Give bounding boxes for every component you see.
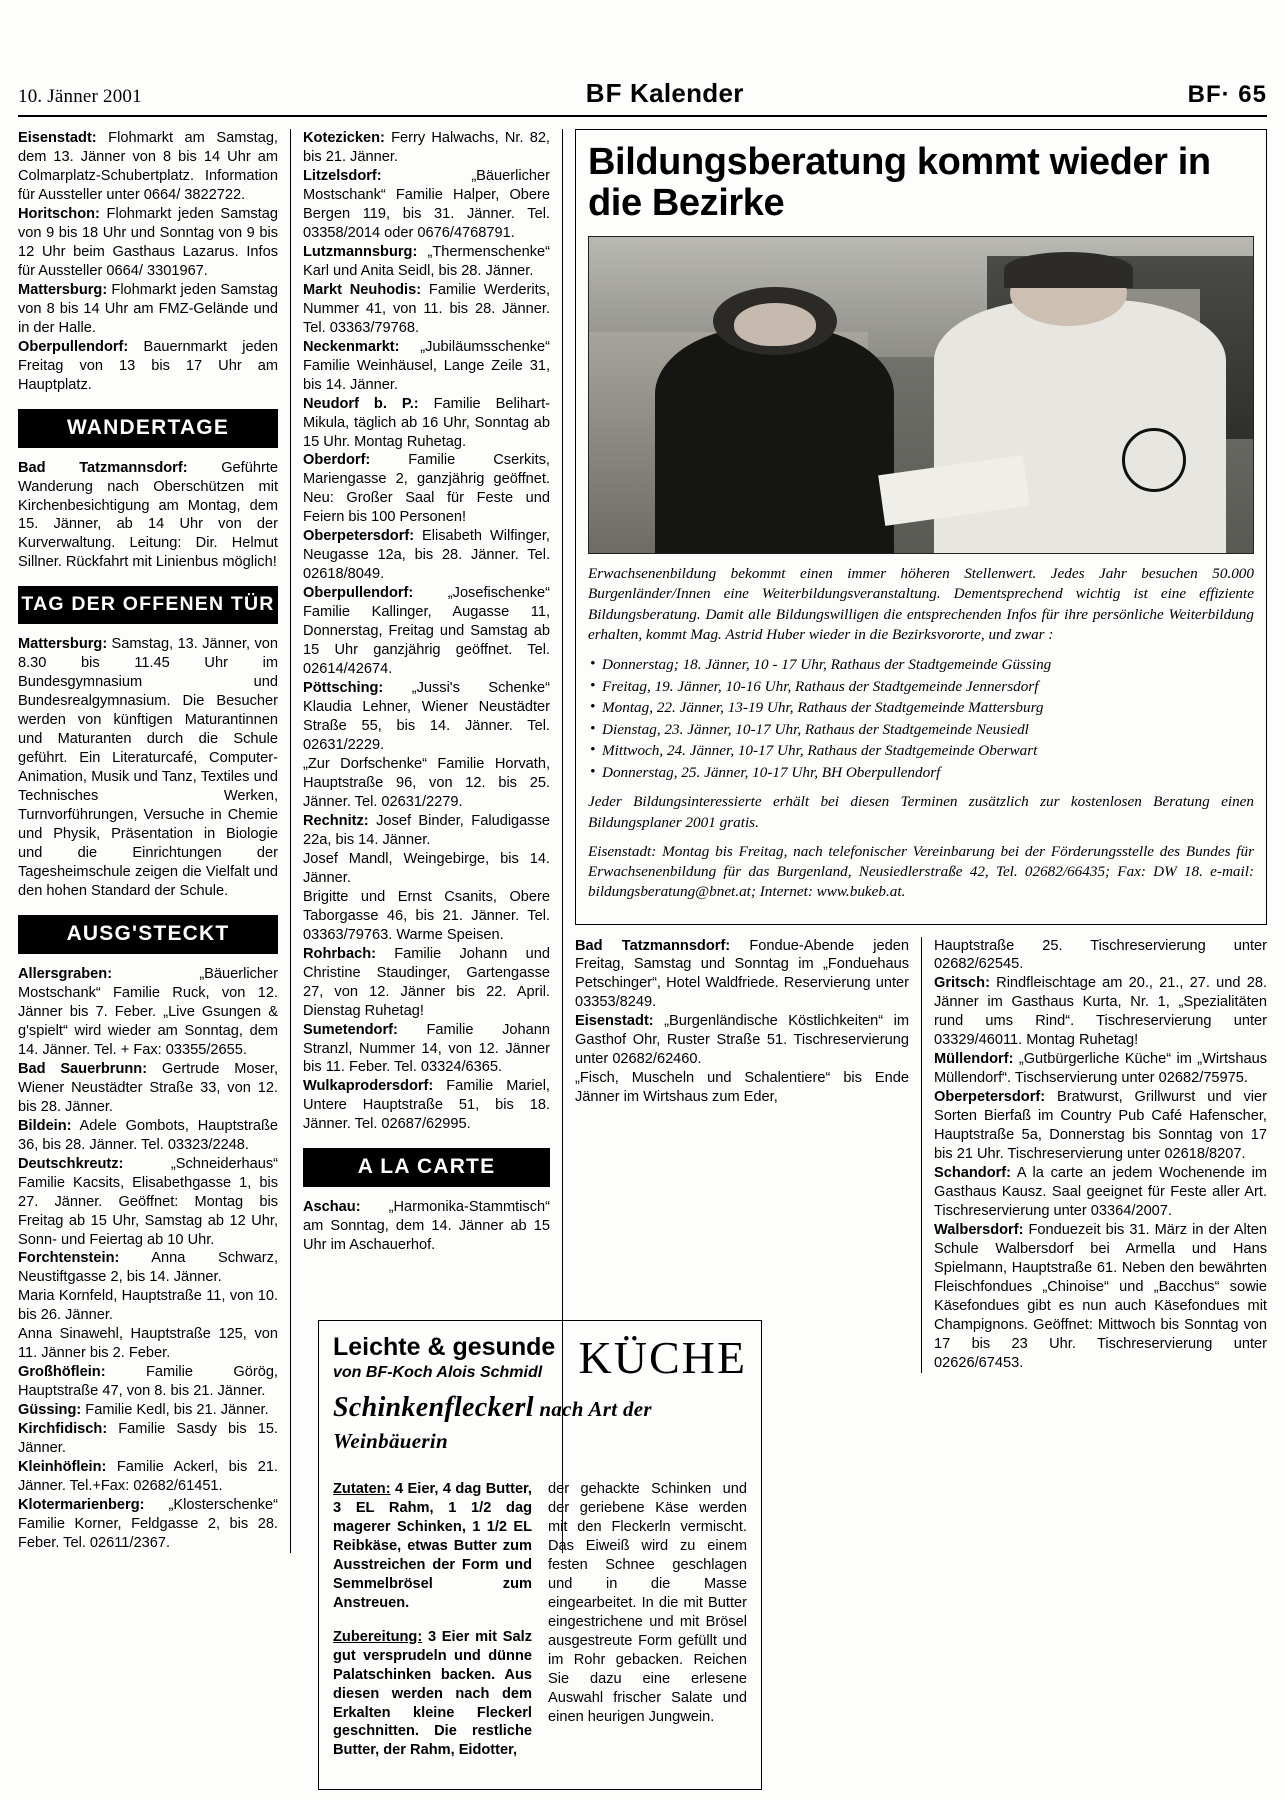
recipe-header (333, 1333, 747, 1382)
entry-text: Brigitte und Ernst Csanits, Obere Taborgasse 46, bis 21. Jänner. Tel. 03363/79763. Warme Speisen. (303, 888, 550, 943)
entry-name: Forchtenstein: (18, 1250, 120, 1267)
list-item (18, 1249, 278, 1287)
entry-name: Sumetendorf: (303, 1021, 398, 1038)
list-item (303, 281, 550, 338)
right-bottom-column-one (575, 937, 921, 1373)
recipe-column-two (548, 1466, 747, 1775)
entry-name: Oberpullendorf: (303, 585, 414, 602)
feature-article (575, 129, 1267, 925)
wandertage-list (18, 459, 278, 573)
recipe-kicker-block (333, 1333, 555, 1382)
list-item (303, 888, 550, 945)
page-number: BF· 65 (1187, 81, 1267, 108)
recipe-byline: von BF-Koch Alois Schmidl (333, 1363, 543, 1381)
list-item (18, 1060, 278, 1117)
entry-text: „Bäuerlicher Mostschank“ Familie Halper, Obere Bergen 119, bis 31. Jänner. Tel. 03358/2014 oder 0676/4768791. (303, 167, 550, 241)
entry-text: Elisabeth Wilfinger, Neugasse 12a, bis 28. Jänner. Tel. 02618/8049. (303, 528, 550, 583)
list-item: • Donnerstag, 25. Jänner, 10-17 Uhr, BH Oberpullendorf (588, 762, 1254, 784)
entry-name: Bad Sauerbrunn: (18, 1060, 148, 1077)
right-bottom-column-two (921, 937, 1267, 1373)
right-bottom-columns (575, 937, 1267, 1373)
entry-name: Aschau: (303, 1199, 361, 1216)
entry-name: Pöttsching: (303, 680, 384, 697)
entry-text: Familie Johann Stranzl, Nummer 14, von 12. Jänner bis 11. Feber. Tel. 03324/6365. (303, 1021, 550, 1076)
feature-dates-list (588, 654, 1254, 783)
photo-person-left (655, 326, 894, 554)
recipe-title: Schinkenfleckerl (333, 1391, 534, 1423)
list-item (303, 812, 550, 850)
entry-text: Familie Johann und Christine Staudinger, Gartengasse 27, von 12. Jänner bis 22. April. Dienstag Ruhetag! (303, 945, 550, 1019)
list-item (18, 1420, 278, 1458)
ausgsteckt-list (18, 965, 278, 1553)
tag-der-offenen-tuer-list (18, 635, 278, 901)
list-item (575, 1069, 909, 1107)
entry-text: Familie Görög, Hauptstraße 47, von 8. bis 21. Jänner. (18, 1364, 278, 1400)
entry-name: Kleinhöflein: (18, 1459, 107, 1476)
entry-text: Maria Kornfeld, Hauptstraße 11, von 10. bis 26. Jänner. (18, 1288, 278, 1324)
list-item (18, 635, 278, 901)
list-item (18, 1363, 278, 1401)
list-item (18, 1401, 278, 1420)
list-item (18, 459, 278, 573)
recipe-kicker: Leichte & gesunde (333, 1332, 556, 1361)
entry-name: Wulkaprodersdorf: (303, 1078, 434, 1095)
list-item (303, 584, 550, 679)
section-title (586, 78, 744, 109)
brand-label: BF (585, 78, 623, 108)
feature-caption (588, 564, 1254, 902)
recipe-ingredients (333, 1480, 532, 1613)
recipe-ingredients-text: 4 Eier, 4 dag Butter, 3 EL Rahm, 1 1/2 dag magerer Schinken, 1 1/2 EL Reibkäse, etwas Butter zum Ausstreichen der Form und Semmelbrösel zum Anstreuen. (333, 1481, 532, 1612)
entry-name: Litzelsdorf: (303, 167, 382, 184)
entry-text: Familie Sasdy bis 15. Jänner. (18, 1421, 278, 1457)
entry-name: Klotermarienberg: (18, 1497, 145, 1514)
a-la-carte-list (303, 1198, 550, 1255)
entry-text: Josef Binder, Faludigasse 22a, bis 14. Jänner. (303, 812, 550, 848)
list-item (934, 974, 1267, 1050)
list-item (575, 1012, 909, 1069)
entry-name: Walbersdorf: (934, 1222, 1024, 1239)
list-item (18, 1325, 278, 1363)
entry-text: „Bäuerlicher Mostschank“ Familie Ruck, von 12. Jänner bis 7. Feber. „Live Gsungen & g'spielt“ wird wieder am Sonntag, dem 14. Jänner. Tel. + Fax: 03355/2655. (18, 965, 278, 1058)
recipe-subtitle: nach Art der Weinbäuerin (333, 1396, 652, 1453)
list-item (303, 167, 550, 243)
entry-name: Schandorf: (934, 1165, 1012, 1182)
list-item (18, 1496, 278, 1553)
entry-text: Familie Werderits, Nummer 41, von 11. bis 28. Jänner. Tel. 03363/79768. (303, 281, 550, 336)
entry-text: Familie Kedl, bis 21. Jänner. (81, 1402, 269, 1419)
feature-photo (588, 236, 1254, 554)
list-item (934, 937, 1267, 975)
list-item (934, 1050, 1267, 1088)
entry-name: Eisenstadt: (575, 1013, 654, 1030)
list-item (303, 1021, 550, 1078)
list-item (303, 451, 550, 527)
entry-name: Oberpullendorf: (18, 338, 129, 355)
list-item (18, 281, 278, 338)
recipe-preparation-label: Zubereitung: (333, 1628, 423, 1645)
entry-text: „Jubiläumsschenke“ Familie Weinhäusel, Lange Zeile 31, bis 14. Jänner. (303, 338, 550, 393)
list-item (303, 129, 550, 167)
list-item (18, 205, 278, 281)
entry-text: Hauptstraße 25. Tischreservierung unter 02682/62545. (934, 937, 1267, 973)
photo-person-left-face (734, 303, 815, 346)
entry-text: Fonduezeit bis 31. März in der Alten Schule Walbersdorf bei Armella und Hans Spielmann, Hauptstraße 61. Neben den bewährten Fleischfondues „Chinoise“ und „Bacchus“ sowie Käsefondues gibt es nun auch Käsefondues mit Champignons. Geöffnet: Mittwoch bis Sonntag von 17 bis 23 Uhr. Tischreservierung unter 02626/67453. (934, 1222, 1267, 1371)
entry-text: Adele Gombots, Hauptstraße 36, bis 28. Jänner. Tel. 03323/2248. (18, 1117, 278, 1153)
entry-name: Mattersburg: (18, 281, 108, 298)
masthead (0, 0, 1285, 115)
list-item (303, 395, 550, 452)
entry-text: Familie Mariel, Untere Hauptstraße 51, bis 18. Jänner. Tel. 02687/62995. (303, 1078, 550, 1133)
entry-text: „Jussi's Schenke“ Klaudia Lehner, Wiener Neustädter Straße 55, bis 14. Jänner. Tel. 02631/2229. (303, 680, 550, 753)
entry-name: Rohrbach: (303, 945, 376, 962)
recipe-box (318, 1320, 762, 1790)
section-banner-tag-der-offenen-tuer: TAG DER OFFENEN TÜR (18, 586, 278, 624)
list-item (303, 243, 550, 281)
list-item (303, 850, 550, 888)
entry-name: Güssing: (18, 1402, 82, 1419)
entry-name: Neckenmarkt: (303, 338, 400, 355)
caption-footer-two: Eisenstadt: Montag bis Freitag, nach telefonischer Vereinbarung bei der Förderungsstelle des Bundes für Erwachsenenbildung für das Burgenland, Neusiedlerstraße 42, Tel. 02682/66435; Fax: DW 18. e-mail: bildungsberatung@bnet.at; Internet: www.bukeb.at. (588, 842, 1254, 901)
list-item (18, 965, 278, 1060)
entry-text: „Fisch, Muscheln und Schalentiere“ bis Ende Jänner im Wirtshaus zum Eder, (575, 1070, 909, 1106)
entry-name: Lutzmannsburg: (303, 243, 418, 260)
markets-list (18, 129, 278, 395)
caption-footer-one: Jeder Bildungsinteressierte erhält bei diesen Terminen zusätzlich zur kostenlosen Beratung einen Bildungsplaner 2001 gratis. (588, 793, 1254, 831)
entry-text: Flohmarkt jeden Samstag von 8 bis 14 Uhr am FMZ-Gelände und in der Halle. (18, 281, 278, 336)
list-item (934, 1164, 1267, 1221)
entry-name: Müllendorf: (934, 1051, 1014, 1068)
photo-shirt-logo (1122, 428, 1186, 492)
entry-name: Bad Tatzmannsdorf: (18, 459, 188, 476)
entry-text: Josef Mandl, Weingebirge, bis 14. Jänner. (303, 850, 550, 886)
entry-name: Neudorf b. P.: (303, 395, 419, 412)
recipe-ingredients-label: Zutaten: (333, 1481, 391, 1498)
entry-name: Deutschkreutz: (18, 1155, 124, 1172)
list-item: • Mittwoch, 24. Jänner, 10-17 Uhr, Rathaus der Stadtgemeinde Oberwart (588, 740, 1254, 762)
entry-text: „Thermenschenke“ Karl und Anita Seidl, bis 28. Jänner. (303, 243, 550, 279)
entry-name: Oberdorf: (303, 452, 371, 469)
entry-text: „Schneiderhaus“ Familie Kacsits, Elisabethgasse 1, bis 27. Jänner. Geöffnet: Montag bis Freitag ab 15 Uhr, Samstag ab 12 Uhr, Sonn- und Feiertag ab 10 Uhr. (18, 1155, 278, 1248)
recipe-preparation (333, 1628, 532, 1761)
entry-name: Bildein: (18, 1117, 72, 1134)
recipe-kueche-title: KÜCHE (578, 1331, 747, 1383)
entry-name: Eisenstadt: (18, 130, 97, 146)
list-item: • Dienstag, 23. Jänner, 10-17 Uhr, Rathaus der Stadtgemeinde Neusiedl (588, 719, 1254, 741)
recipe-preparation-continued: der gehackte Schinken und der geriebene Käse werden mit den Fleckerln vermischt. Das Eiweiß wird zu einem festen Schnee geschlagen und in die Masse eingearbeitet. In die mit Butter eingestrichene und mit Brösel ausgestreute Form gefüllt und im Rohr gebacken. Reichen Sie dazu eine erlesene Auswahl frischer Salate und einen heurigen Jungwein. (548, 1481, 747, 1725)
entry-text: Gertrude Moser, Wiener Neustädter Straße 33, von 12. bis 28. Jänner. (18, 1060, 278, 1115)
feature-headline: Bildungsberatung kommt wieder in die Bezirke (588, 141, 1211, 225)
entry-text: A la carte an jedem Wochenende im Gasthaus Kausz. Saal geeignet für Feste aller Art. Tischreservierung unter 03364/2007. (934, 1165, 1267, 1220)
entry-name: Gritsch: (934, 975, 990, 992)
list-item (934, 1088, 1267, 1164)
list-item (934, 1221, 1267, 1373)
entry-text: Familie Ackerl, bis 21. Jänner. Tel.+Fax: 02682/61451. (18, 1459, 278, 1495)
entry-text: „Harmonika-Stammtisch“ am Sonntag, dem 14. Jänner ab 15 Uhr im Aschauerhof. (303, 1199, 550, 1254)
entry-text: „Burgenländische Köstlichkeiten“ im Gasthof Ohr, Ruster Straße 51. Tischreservierung unter 02682/62460. (575, 1013, 909, 1068)
entry-name: Oberpetersdorf: (934, 1089, 1046, 1106)
recipe-preparation-text: 3 Eier mit Salz gut versprudeln und dünne Palatschinken backen. Aus diesen werden nach dem Erkalten kleine Fleckerl geschnitten. Die restliche Butter, der Rahm, Eidotter, (333, 1628, 532, 1759)
entry-text: Anna Sinawehl, Hauptstraße 125, von 11. Jänner bis 2. Feber. (18, 1326, 278, 1362)
entry-text: Geführte Wanderung nach Oberschützen mit Kirchenbesichtigung am Montag, dem 15. Jänner, ab 14 Uhr von der Kurverwaltung. Leitung: Dir. Helmut Sillner. Rückfahrt mit Linienbus möglich! (18, 459, 278, 571)
entry-text: Rindfleischtage am 20., 21., 27. und 28. Jänner im Gasthaus Kurta, Nr. 1, „Spezialitäten rund ums Rind“. Tischreservierung unter 03329/46011. Montag Ruhetag! (934, 975, 1267, 1049)
recipe-body (333, 1466, 747, 1775)
list-item (18, 1458, 278, 1496)
entry-text: Ferry Halwachs, Nr. 82, bis 21. Jänner. (303, 130, 550, 165)
entry-text: Familie Belihart-Mikula, täglich ab 16 Uhr, Sonntag ab 15 Uhr. Montag Ruhetag. (303, 395, 550, 450)
photo-person-right-hair (1004, 252, 1133, 287)
entry-text: Flohmarkt jeden Samstag von 9 bis 18 Uhr und Sonntag von 9 bis 12 Uhr beim Gasthaus Lazarus. Infos für Aussteller 0664/ 3301967. (18, 205, 278, 279)
entry-text: „Josefischenke“ Familie Kallinger, Augasse 11, Donnerstag, Freitag und Samstag ab 15 Uhr ganzjährig geöffnet. Tel. 02614/42674. (303, 585, 550, 678)
entry-text: „Klosterschenke“ Familie Korner, Feldgasse 2, bis 28. Feber. Tel. 02611/2367. (18, 1497, 278, 1551)
list-item (575, 937, 909, 1013)
entry-text: Samstag, 13. Jänner, von 8.30 bis 11.45 Uhr im Bundesgymnasium und Bundesrealgymnasium. Die Besucher werden von künftigen Maturantinnen und Maturanten durch die Schule geführt. Ein Literaturcafé, Computer-Animation, Musik und Tanz, Textiles und Technisches Werken, Turnvorführungen, Versuche in Chemie und Physik, Präsentation in Biologie und die Einrichtungen der Tagesheimschule zeigen die Vielfalt und den hohen Standard der Schule. (18, 636, 278, 899)
list-item (303, 338, 550, 395)
entry-text: „Gutbürgerliche Küche“ im „Wirtshaus Müllendorf“. Tischservierung unter 02682/75975. (934, 1051, 1267, 1087)
list-item (303, 527, 550, 584)
issue-date: 10. Jänner 2001 (18, 86, 142, 107)
list-item (18, 1287, 278, 1325)
entry-text: Fondue-Abende jeden Freitag, Samstag und Sonntag im „Fonduehaus Petschinger“, Hotel Waldfriede. Reservierung unter 03353/8249. (575, 937, 909, 1011)
ausgsteckt-continued-list (303, 129, 550, 1134)
entry-text: Bauernmarkt jeden Freitag von 13 bis 17 Uhr am Hauptplatz. (18, 338, 278, 393)
list-item (18, 1117, 278, 1155)
list-item (303, 945, 550, 1021)
entry-name: Markt Neuhodis: (303, 281, 422, 298)
list-item: • Freitag, 19. Jänner, 10-16 Uhr, Rathaus der Stadtgemeinde Jennersdorf (588, 676, 1254, 698)
list-item (303, 679, 550, 755)
entry-text: Familie Cserkits, Mariengasse 2, ganzjährig geöffnet. Neu: Großer Saal für Feste und Feiern bis 100 Personen! (303, 452, 550, 526)
list-item (18, 338, 278, 395)
entry-text: Anna Schwarz, Neustiftgasse 2, bis 14. Jänner. (18, 1250, 278, 1286)
entry-text: „Zur Dorfschenke“ Familie Horvath, Hauptstraße 96, von 12. bis 25. Jänner. Tel. 02631/2279. (303, 755, 550, 810)
section-label: Kalender (630, 78, 744, 108)
entry-text: Bratwurst, Grillwurst und vier Sorten Bierfaß im Country Pub Café Hafenscher, Hauptstraße 5a, Donnerstag bis Sonntag von 17 bis 21 Uhr. Tischreservierung unter 02618/8207. (934, 1089, 1267, 1163)
photo-person-right (934, 300, 1226, 553)
section-banner-wandertage: WANDERTAGE (18, 409, 278, 448)
column-one (18, 129, 290, 1553)
list-item (303, 1198, 550, 1255)
list-item: • Donnerstag; 18. Jänner, 10 - 17 Uhr, Rathaus der Stadtgemeinde Güssing (588, 654, 1254, 676)
recipe-title-line (333, 1392, 747, 1456)
entry-name: Mattersburg: (18, 636, 108, 653)
entry-name: Horitschon: (18, 205, 100, 222)
caption-intro: Erwachsenenbildung bekommt einen immer höheren Stellenwert. Jedes Jahr besuchen 50.000 Burgenländer/Innen eine Weiterbildungsveranstaltung. Dementsprechend wichtig ist eine effiziente Bildungsberatung. Damit alle Bildungswilligen die entsprechenden Infos für ihre persönliche Weiterbildung erhalten, kommt Mag. Astrid Huber wieder in die Bezirksvororte, und zwar : (588, 565, 1254, 643)
entry-name: Großhöflein: (18, 1364, 106, 1381)
entry-name: Allersgraben: (18, 965, 113, 982)
section-banner-ausgsteckt: AUSG'STECKT (18, 915, 278, 954)
entry-name: Kirchfidisch: (18, 1421, 108, 1438)
list-item (18, 1155, 278, 1250)
list-item (303, 755, 550, 812)
list-item (303, 1077, 550, 1134)
entry-name: Kotezicken: (303, 130, 385, 146)
entry-name: Rechnitz: (303, 812, 369, 829)
recipe-column-one (333, 1466, 532, 1775)
list-item: • Montag, 22. Jänner, 13-19 Uhr, Rathaus der Stadtgemeinde Mattersburg (588, 697, 1254, 719)
list-item (18, 129, 278, 205)
entry-name: Oberpetersdorf: (303, 528, 415, 545)
entry-name: Bad Tatzmannsdorf: (575, 937, 731, 954)
entry-text: Flohmarkt am Samstag, dem 13. Jänner von 8 bis 14 Uhr am Colmarplatz-Schubertplatz. Information für Aussteller unter 0664/ 3822722. (18, 130, 278, 203)
section-banner-a-la-carte: A LA CARTE (303, 1148, 550, 1187)
